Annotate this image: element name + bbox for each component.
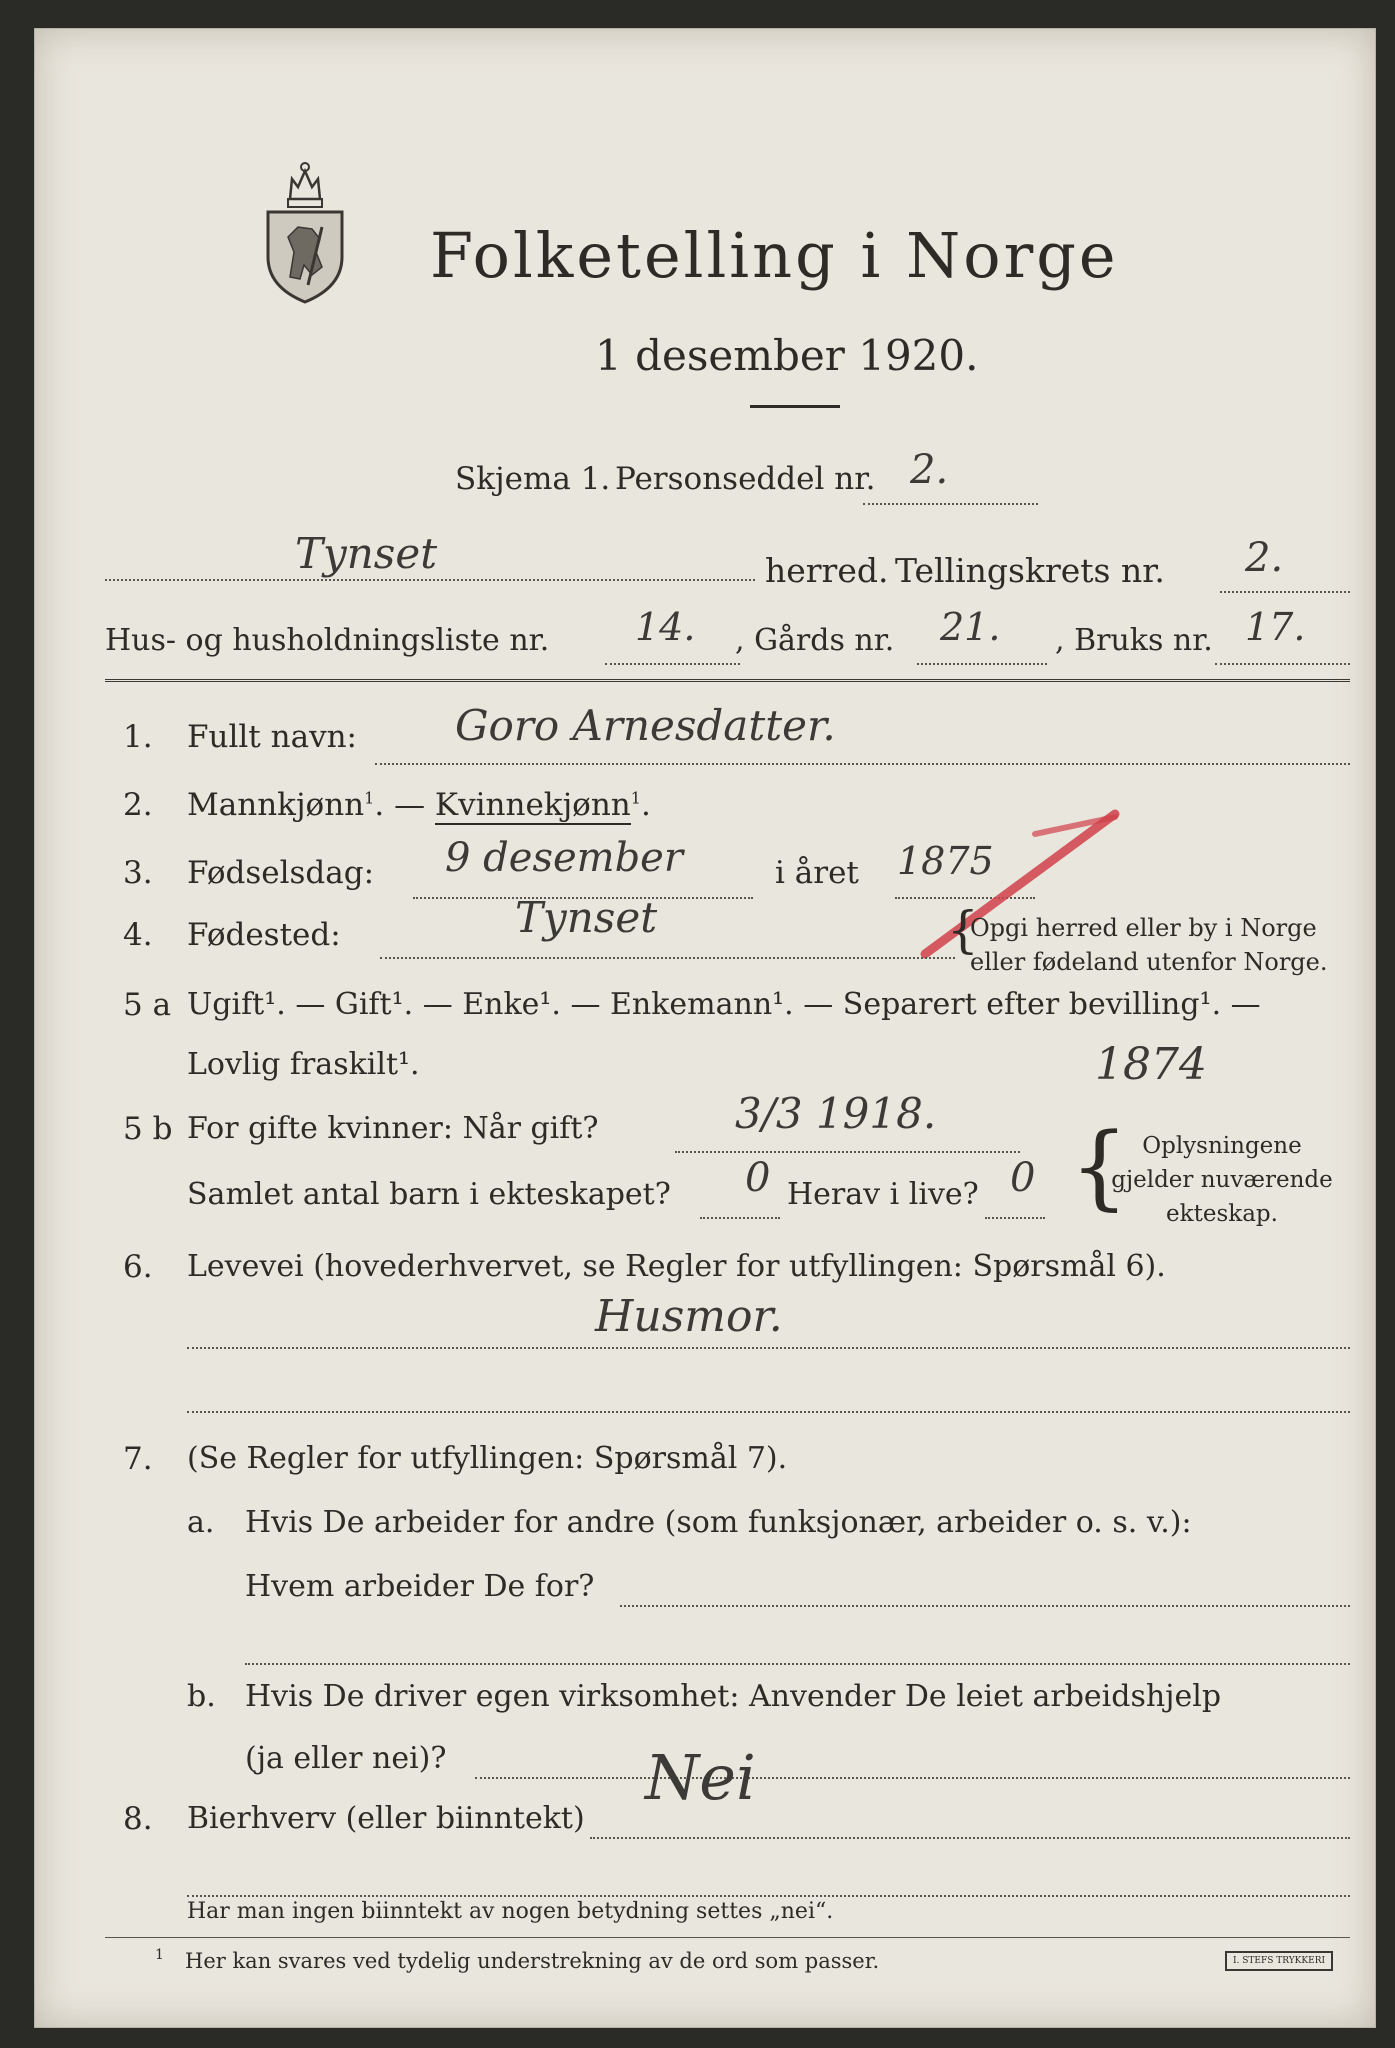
form-date: 1 desember 1920. [595, 331, 979, 380]
skjema-label: Skjema 1. [455, 461, 611, 497]
tellingskrets-field[interactable] [1220, 563, 1350, 593]
herred-value: Tynset [295, 529, 438, 578]
form-title: Folketelling i Norge [430, 219, 1119, 292]
full-name-value: Goro Arnesdatter. [455, 701, 836, 750]
q8-label: Bierhverv (eller biinntekt) [187, 1801, 585, 1836]
tellingskrets-value: 2. [1245, 535, 1284, 581]
coat-of-arms-icon [260, 157, 350, 307]
q2-line: Mannkjønn$^1$. — Kvinnekjønn$^1$. [187, 787, 651, 823]
q4-brace: { [947, 901, 979, 959]
hus-value: 14. [635, 605, 696, 649]
q5b-alive-label: Herav i live? [787, 1177, 979, 1212]
q7-label: (Se Regler for utfyllingen: Spørsmål 7). [187, 1441, 788, 1476]
census-form [34, 28, 1376, 2028]
q4-label: Fødested: [187, 917, 341, 953]
birthplace-field[interactable] [380, 933, 955, 959]
q4-note: Opgi herred eller by i Norge eller fødeland utenfor Norge. [970, 914, 1328, 976]
side-income-field[interactable] [590, 1817, 1350, 1839]
married-date-value: 3/3 1918. [735, 1089, 937, 1138]
q5a-line1[interactable]: Ugift¹. — Gift¹. — Enke¹. — Enkemann¹. — Separert efter bevilling¹. — [187, 987, 1261, 1022]
employer-field-2[interactable] [245, 1643, 1350, 1665]
q5b-children-label: Samlet antal barn i ekteskapet? [187, 1177, 671, 1212]
q2-female-label[interactable]: Kvinnekjønn [434, 787, 631, 823]
birthplace-value: Tynset [515, 893, 658, 942]
footer-note: Har man ingen biinntekt av nogen betydning settes „nei“. [187, 1899, 834, 1924]
q7b-line2: (ja eller nei)? [245, 1741, 447, 1776]
footnote: Her kan svares ved tydelig understrekning av de ord som passer. [185, 1949, 880, 1973]
footer-divider [105, 1937, 1350, 1938]
personseddel-field[interactable] [863, 477, 1038, 505]
tellingskrets-label: Tellingskrets nr. [895, 551, 1165, 590]
year-label: i året [775, 855, 859, 891]
q3-label: Fødselsdag: [187, 855, 375, 891]
footnote-mark: 1 [155, 1947, 164, 1963]
q5a-line2[interactable]: Lovlig fraskilt¹. [187, 1047, 420, 1082]
q1-number: 1. [123, 719, 153, 755]
birthday-value: 9 desember [445, 835, 683, 881]
q5b-brace: { [1070, 1113, 1129, 1220]
q2-number: 2. [123, 787, 153, 823]
hired-help-field[interactable] [475, 1757, 1350, 1779]
q8-number: 8. [123, 1801, 153, 1837]
side-income-value: Nei [645, 1741, 756, 1814]
q7a-line2: Hvem arbeider De for? [245, 1569, 595, 1604]
herred-label: herred. [765, 551, 889, 590]
bruks-value: 17. [1245, 605, 1306, 649]
q7-number: 7. [123, 1441, 153, 1477]
occupation-value: Husmor. [595, 1291, 783, 1342]
q7a-letter: a. [187, 1505, 215, 1540]
q7b-line1: Hvis De driver egen virksomhet: Anvender De leiet arbeidshjelp [245, 1679, 1222, 1714]
header-divider [105, 679, 1350, 682]
occupation-field-2[interactable] [187, 1391, 1350, 1413]
q5b-number: 5 b [123, 1111, 173, 1147]
q6-number: 6. [123, 1249, 153, 1285]
side-income-field-2[interactable] [187, 1875, 1350, 1897]
q3-number: 3. [123, 855, 153, 891]
q1-label: Fullt navn: [187, 719, 357, 755]
personseddel-value: 2. [910, 447, 949, 493]
employer-field[interactable] [620, 1585, 1350, 1607]
alive-value: 0 [1010, 1155, 1036, 1201]
personseddel-label: Personseddel nr. [615, 461, 876, 497]
q2-male-label[interactable]: Mannkjønn [187, 787, 365, 823]
q5b-note: Oplysningene gjelder nuværende ekteskap. [1111, 1133, 1333, 1227]
q7a-line1: Hvis De arbeider for andre (som funksjonær, arbeider o. s. v.): [245, 1505, 1192, 1540]
q7b-letter: b. [187, 1679, 216, 1714]
children-value: 0 [745, 1155, 771, 1201]
q5a-number: 5 a [123, 987, 172, 1023]
bruks-label: , Bruks nr. [1055, 623, 1213, 658]
q6-label: Levevei (hovederhvervet, se Regler for utfyllingen: Spørsmål 6). [187, 1249, 1166, 1284]
title-divider [750, 405, 840, 408]
year-value: 1875 [897, 839, 994, 883]
q5b-married-label: For gifte kvinner: Når gift? [187, 1111, 599, 1146]
q5a-annotation: 1874 [1095, 1039, 1207, 1090]
gards-label: , Gårds nr. [735, 623, 895, 658]
q4-number: 4. [123, 917, 153, 953]
gards-value: 21. [940, 605, 1001, 649]
printer-stamp: I. STEFS TRYKKERI [1225, 1951, 1333, 1971]
hus-label: Hus- og husholdningsliste nr. [105, 623, 550, 658]
